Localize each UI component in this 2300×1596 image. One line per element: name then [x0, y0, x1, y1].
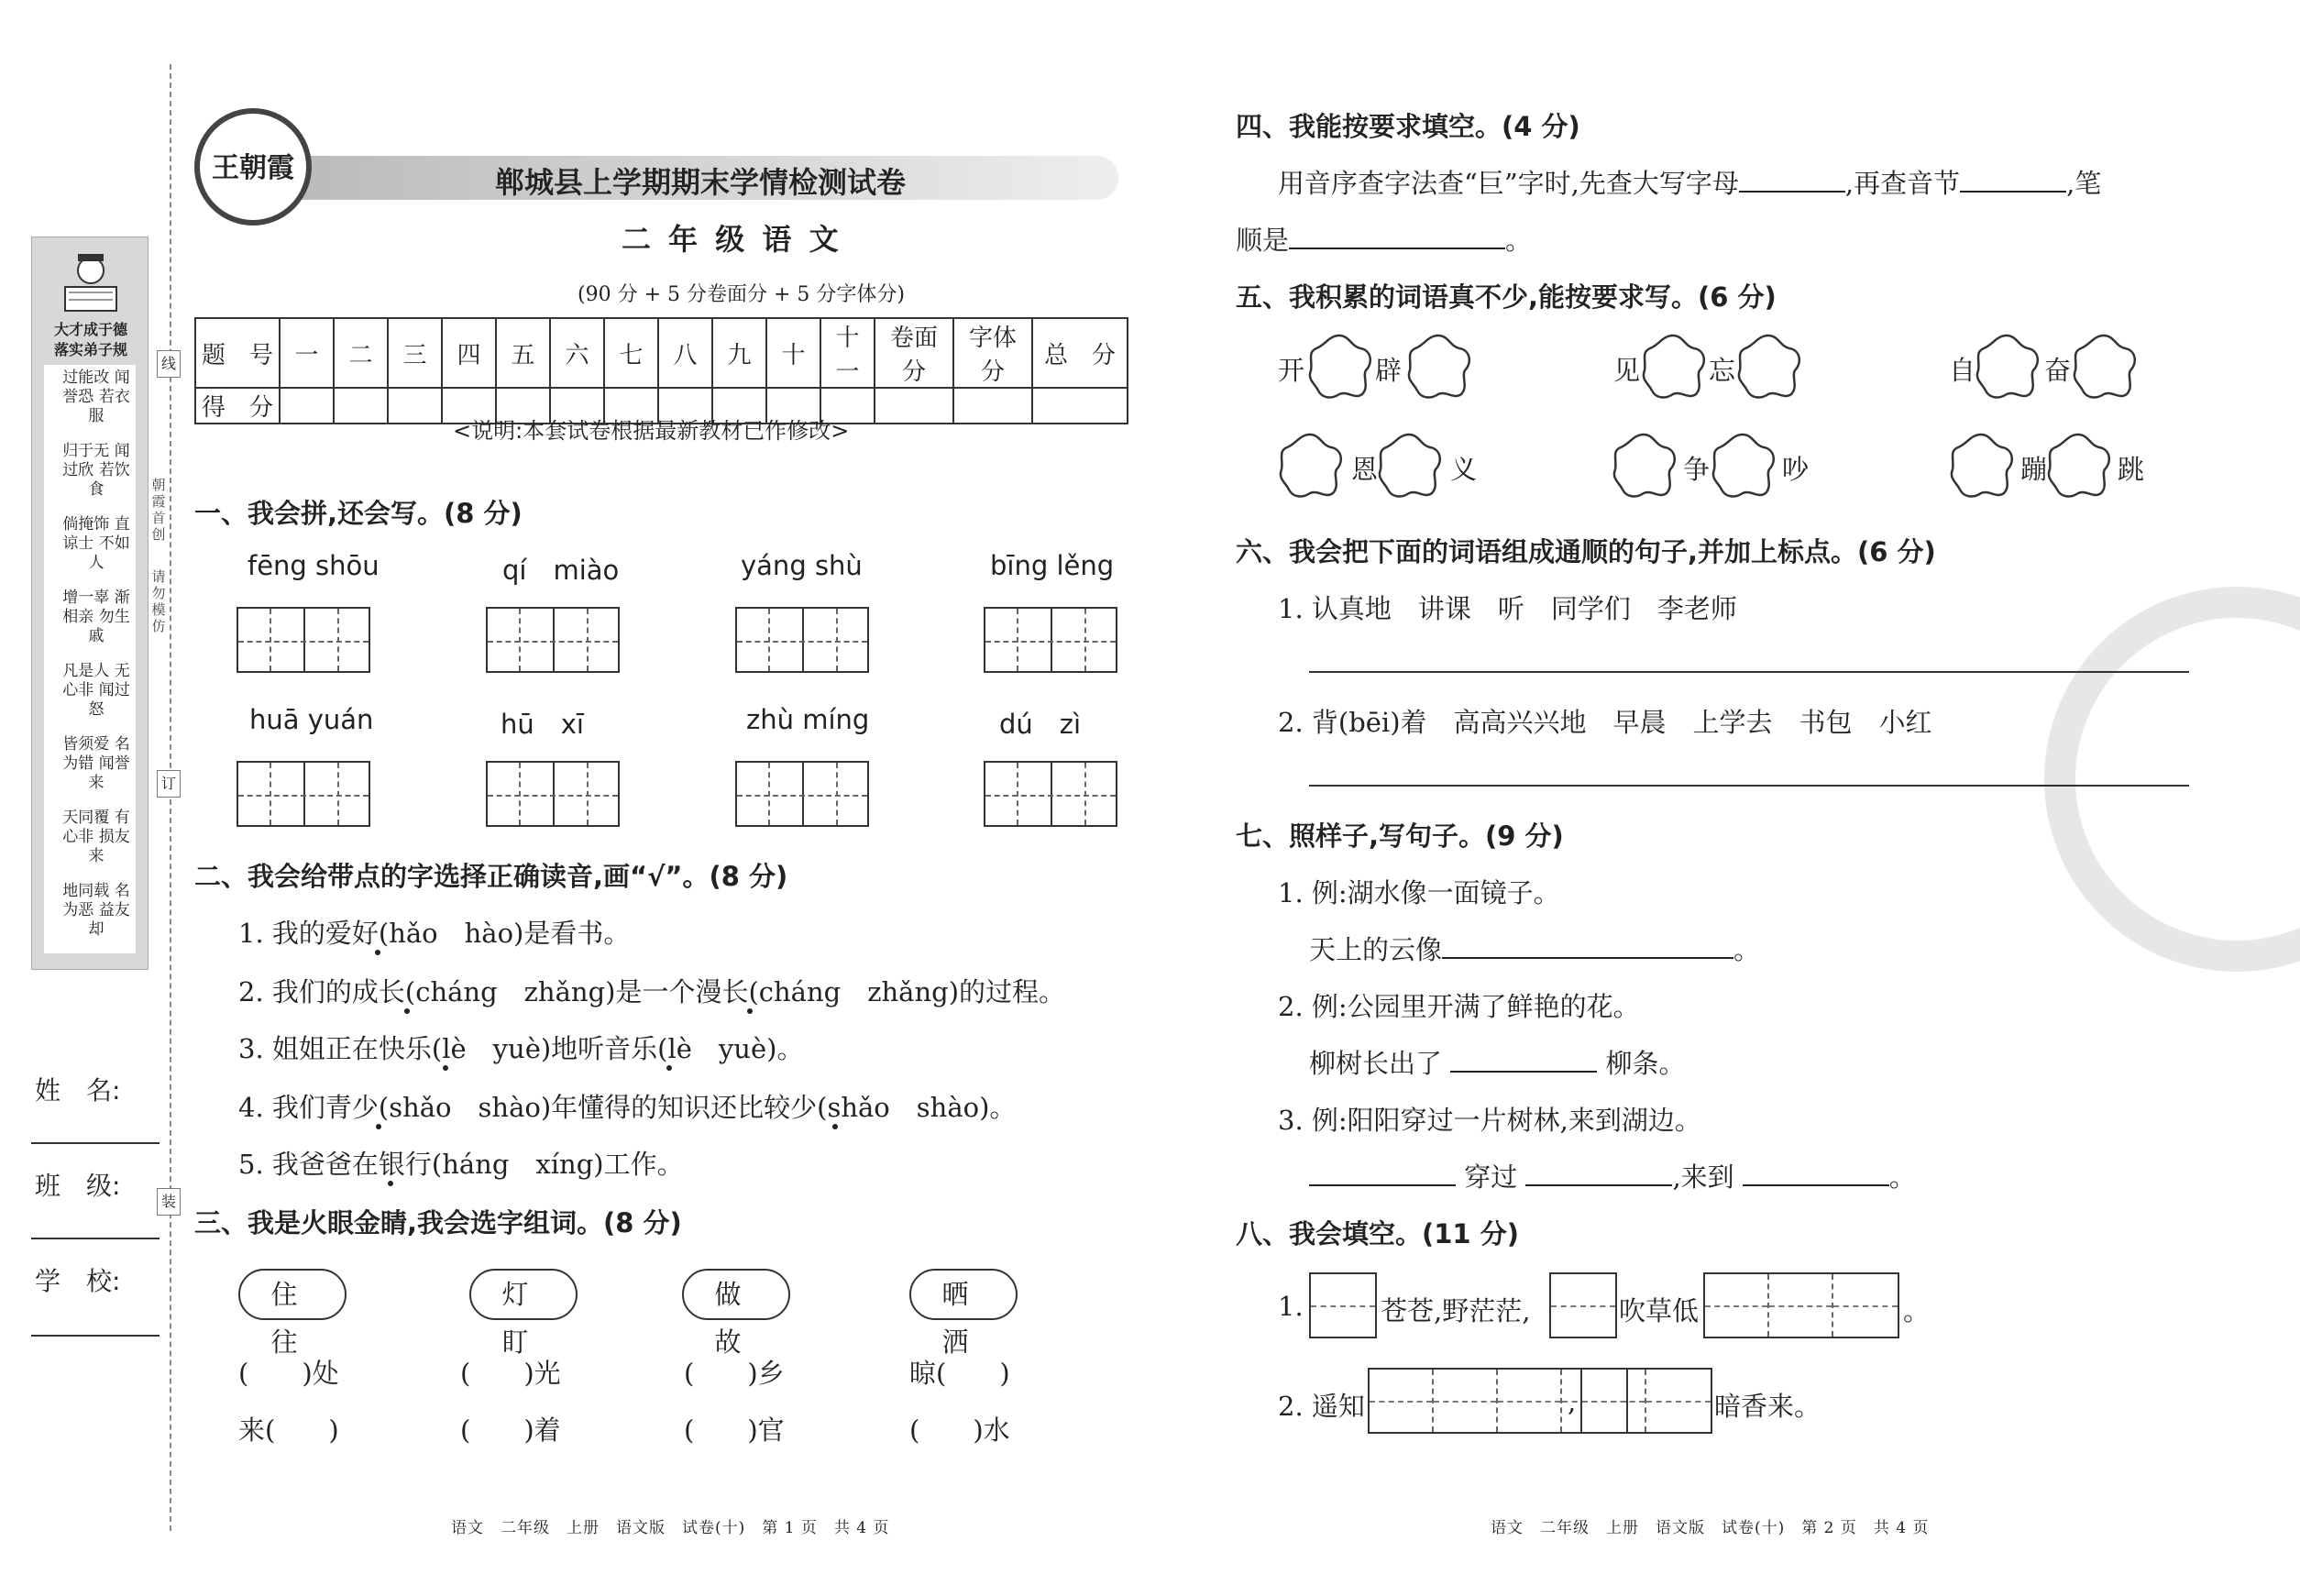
word-blank[interactable]: ( )着 [460, 1414, 561, 1446]
scholar-icon [32, 245, 149, 318]
poem-2-comma: , [1568, 1386, 1577, 1417]
section-6-title: 六、我会把下面的词语组成通顺的句子,并加上标点。(6 分) [1236, 536, 1936, 567]
motto-line: 归于无 闻过欣 若饮食 [62, 442, 130, 499]
poem-1-num: 1. [1278, 1291, 1304, 1322]
word-cloud: 晒 洒 [909, 1269, 1018, 1320]
school-field[interactable] [31, 1335, 160, 1337]
motto-line: 过能改 闻誉恐 若衣服 [62, 369, 130, 425]
poem-2-text: 2. 遥知 [1278, 1391, 1365, 1422]
school-label: 学 校: [35, 1266, 121, 1296]
writing-box[interactable] [237, 607, 370, 673]
word-blank[interactable]: ( )水 [909, 1414, 1010, 1446]
exam-subject: 二 年 级 语 文 [622, 222, 842, 257]
motto-line: 增一辜 渐相亲 勿生戚 [62, 589, 130, 645]
section-4-title: 四、我能按要求填空。(4 分) [1236, 111, 1580, 142]
idiom-char: 恩 [1351, 454, 1379, 485]
score-note: (90 分 + 5 分卷面分 + 5 分字体分) [578, 283, 905, 306]
example-7-2: 2. 例:公园里开满了鲜艳的花。 [1278, 991, 1640, 1022]
motto-title-2: 落实弟子规 [53, 341, 127, 358]
word-cloud: 灯 盯 [469, 1269, 578, 1320]
idiom-char: 忘 [1709, 355, 1736, 386]
name-label: 姓 名: [35, 1075, 121, 1106]
answer-line[interactable] [1309, 785, 2189, 787]
idiom-char: 争 [1683, 454, 1711, 485]
pinyin-5: huā yuán [249, 704, 374, 735]
footer-left: 语文 二年级 上册 语文版 试卷(十) 第 1 页 共 4 页 [451, 1519, 890, 1537]
question-4-line1: 用音序查字法查“巨”字时,先查大写字母 ,再查音节 ,笔 [1278, 168, 2102, 199]
poem-1-text: 苍苍,野茫茫, [1381, 1295, 1531, 1326]
idiom-char: 开 [1278, 355, 1305, 386]
writing-box[interactable] [984, 761, 1117, 827]
poem-2-end: 暗香来。 [1714, 1391, 1821, 1422]
idiom-char: 吵 [1782, 454, 1810, 485]
emphasis-dot [443, 1065, 448, 1071]
poem-cells[interactable] [1703, 1272, 1899, 1338]
motto-line: 天同覆 有心非 损友来 [62, 809, 130, 865]
footer-right: 语文 二年级 上册 语文版 试卷(十) 第 2 页 共 4 页 [1491, 1519, 1930, 1537]
cut-label-2: 订 [157, 770, 181, 798]
motto-list [44, 365, 136, 953]
word-blank[interactable]: ( )乡 [684, 1358, 785, 1389]
emphasis-dot [376, 1124, 381, 1129]
answer-7-2: 柳树长出了 柳条。 [1309, 1048, 1686, 1079]
word-blank[interactable]: ( )官 [684, 1414, 785, 1446]
name-field[interactable] [31, 1142, 160, 1144]
pinyin-3: yáng shù [741, 550, 863, 581]
question-2-2: 2. 我们的成长(cháng zhǎng)是一个漫长(cháng zhǎng)的过程。 [238, 976, 1066, 1007]
motto-line: 皆须爱 名为错 闻誉来 [62, 735, 130, 792]
question-2-1: 1. 我的爱好(hǎo hào)是看书。 [238, 918, 631, 949]
idiom-char: 辟 [1375, 355, 1403, 386]
section-2-title: 二、我会给带点的字选择正确读音,画“√”。(8 分) [194, 861, 788, 892]
poem-cells[interactable] [1549, 1272, 1617, 1338]
brand-logo: 王朝霞 [194, 108, 312, 226]
writing-box[interactable] [984, 607, 1117, 673]
word-blank[interactable]: 晾( ) [909, 1358, 1010, 1389]
question-2-5: 5. 我爸爸在银行(háng xíng)工作。 [238, 1149, 684, 1180]
word-cloud: 做 故 [682, 1269, 790, 1320]
cut-label-3: 装 [157, 1188, 181, 1216]
section-8-title: 八、我会填空。(11 分) [1236, 1218, 1519, 1249]
writing-box[interactable] [735, 761, 869, 827]
idiom-char: 奋 [2044, 355, 2072, 386]
pinyin-2: qí miào [502, 555, 620, 586]
section-5-title: 五、我积累的词语真不少,能按要求写。(6 分) [1236, 281, 1777, 313]
word-cloud: 住 往 [238, 1269, 347, 1320]
writing-box[interactable] [486, 607, 620, 673]
exam-title: 郸城县上学期期末学情检测试卷 [495, 165, 907, 200]
motto-line: 地同载 名为恶 益友却 [62, 882, 130, 939]
question-6-1: 1. 认真地 讲课 听 同学们 李老师 [1278, 593, 1737, 624]
writing-box[interactable] [486, 761, 620, 827]
pinyin-7: zhù míng [746, 704, 870, 735]
motto-line: 倘掩饰 直谅士 不如人 [62, 515, 130, 572]
word-blank[interactable]: ( )处 [238, 1358, 339, 1389]
writing-box[interactable] [237, 761, 370, 827]
answer-7-3: 穿过 ,来到 。 [1309, 1157, 1916, 1194]
idiom-char: 义 [1450, 454, 1478, 485]
idiom-char: 自 [1949, 355, 1976, 386]
writing-box[interactable] [735, 607, 869, 673]
vertical-note-2: 请勿模仿 [151, 568, 166, 634]
emphasis-dot [404, 1008, 410, 1014]
class-field[interactable] [31, 1238, 160, 1239]
vertical-note-1: 朝霞首创 [151, 477, 166, 543]
question-6-2: 2. 背(bēi)着 高高兴兴地 早晨 上学去 书包 小红 [1278, 707, 1932, 738]
word-blank[interactable]: 来( ) [238, 1414, 339, 1446]
example-7-3: 3. 例:阳阳穿过一片树林,来到湖边。 [1278, 1105, 1701, 1136]
pinyin-4: bīng lěng [990, 550, 1115, 581]
emphasis-dot [747, 1008, 753, 1014]
revision-notice: <说明:本套试卷根据最新教材已作修改> [453, 418, 850, 444]
pinyin-1: fēng shōu [248, 550, 380, 581]
idiom-char: 见 [1613, 355, 1641, 386]
emphasis-dot [375, 950, 380, 955]
poem-1-text2: 吹草低 [1619, 1295, 1700, 1326]
idiom-char: 跳 [2118, 454, 2145, 485]
emphasis-dot [832, 1124, 838, 1129]
motto-title-1: 大才成于德 [53, 321, 127, 338]
question-2-3: 3. 姐姐正在快乐(lè yuè)地听音乐(lè yuè)。 [238, 1033, 804, 1064]
class-label: 班 级: [35, 1171, 121, 1201]
section-1-title: 一、我会拼,还会写。(8 分) [194, 498, 523, 529]
idiom-char: 蹦 [2020, 454, 2048, 485]
question-2-4: 4. 我们青少(shǎo shào)年懂得的知识还比较少(shǎo shào)。 [238, 1092, 1017, 1123]
section-3-title: 三、我是火眼金睛,我会选字组词。(8 分) [194, 1207, 682, 1238]
emphasis-dot [388, 1181, 393, 1186]
pinyin-6: hū xī [501, 709, 584, 740]
poem-1-end: 。 [1903, 1295, 1931, 1326]
answer-line[interactable] [1309, 671, 2189, 673]
emphasis-dot [666, 1065, 672, 1071]
pinyin-8: dú zì [999, 709, 1082, 740]
word-blank[interactable]: ( )光 [460, 1358, 561, 1389]
cut-label-1: 线 [157, 350, 181, 378]
score-table: 题 号 一 二 三 四 五 六 七 八 九 十 十一 卷面分 字体分 总 分 得 分 [194, 317, 1128, 424]
example-7-1: 1. 例:湖水像一面镜子。 [1278, 877, 1560, 908]
cut-line [170, 64, 171, 1531]
poem-cells[interactable] [1309, 1272, 1377, 1338]
answer-7-1: 天上的云像 。 [1309, 934, 1761, 965]
poem-cells[interactable] [1580, 1368, 1712, 1434]
question-4-line2: 顺是 。 [1236, 225, 1533, 256]
section-7-title: 七、照样子,写句子。(9 分) [1236, 820, 1564, 852]
watermark-seal [2044, 587, 2300, 972]
motto-line: 凡是人 无心非 闻过怒 [62, 662, 130, 719]
